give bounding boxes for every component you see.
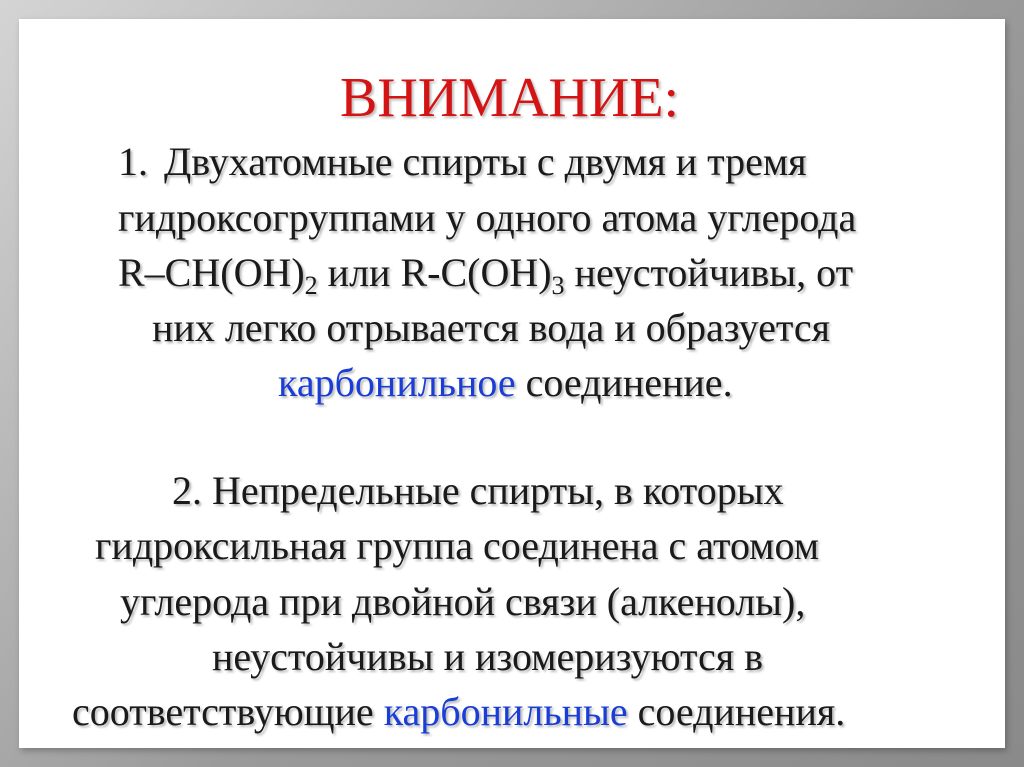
item-2-line-3: углерода при двойной связи (алкенолы), <box>120 579 806 624</box>
formula-2: $R-C(OH)_3$ <box>400 250 565 300</box>
item-2-line-5 <box>72 689 846 734</box>
item-1-line-5-rest: соединение. <box>515 360 733 405</box>
item-1-number: 1. <box>118 139 148 184</box>
item-1-line-2: гидроксогруппами у одного атома углерода <box>118 195 857 240</box>
item-1-line-4: них легко отрывается вода и образуется <box>152 305 831 350</box>
formula-1-subscript: 2 <box>304 271 318 300</box>
item-1-line-3 <box>118 250 854 300</box>
slide-title: ВНИМАНИЕ: <box>340 67 680 129</box>
carbonyl-highlight-2: карбонильные <box>383 689 628 734</box>
item-2-line-4: неустойчивы и изомеризуются в <box>212 634 763 679</box>
item-1-line-3-rest: неустойчивы, от <box>564 250 854 295</box>
formula-1: $R-CH(OH)_2$ <box>118 250 318 300</box>
item-2-line-5-end: соединения. <box>627 689 846 734</box>
item-1-line-1-text: Двухатомные спирты с двумя и тремя <box>164 139 807 184</box>
item-2-line-5-start: соответствующие <box>72 689 384 734</box>
formula-2-subscript: 3 <box>551 271 565 300</box>
carbonyl-highlight: карбонильное <box>278 360 516 405</box>
or-word: или <box>317 250 401 295</box>
item-2-line-2: гидроксильная группа соединена с атомом <box>95 523 820 568</box>
item-1-line-5 <box>278 360 733 405</box>
item-1-line-1 <box>118 139 807 184</box>
item-2-line-1: 2. Непредельные спирты, в которых <box>172 468 784 513</box>
